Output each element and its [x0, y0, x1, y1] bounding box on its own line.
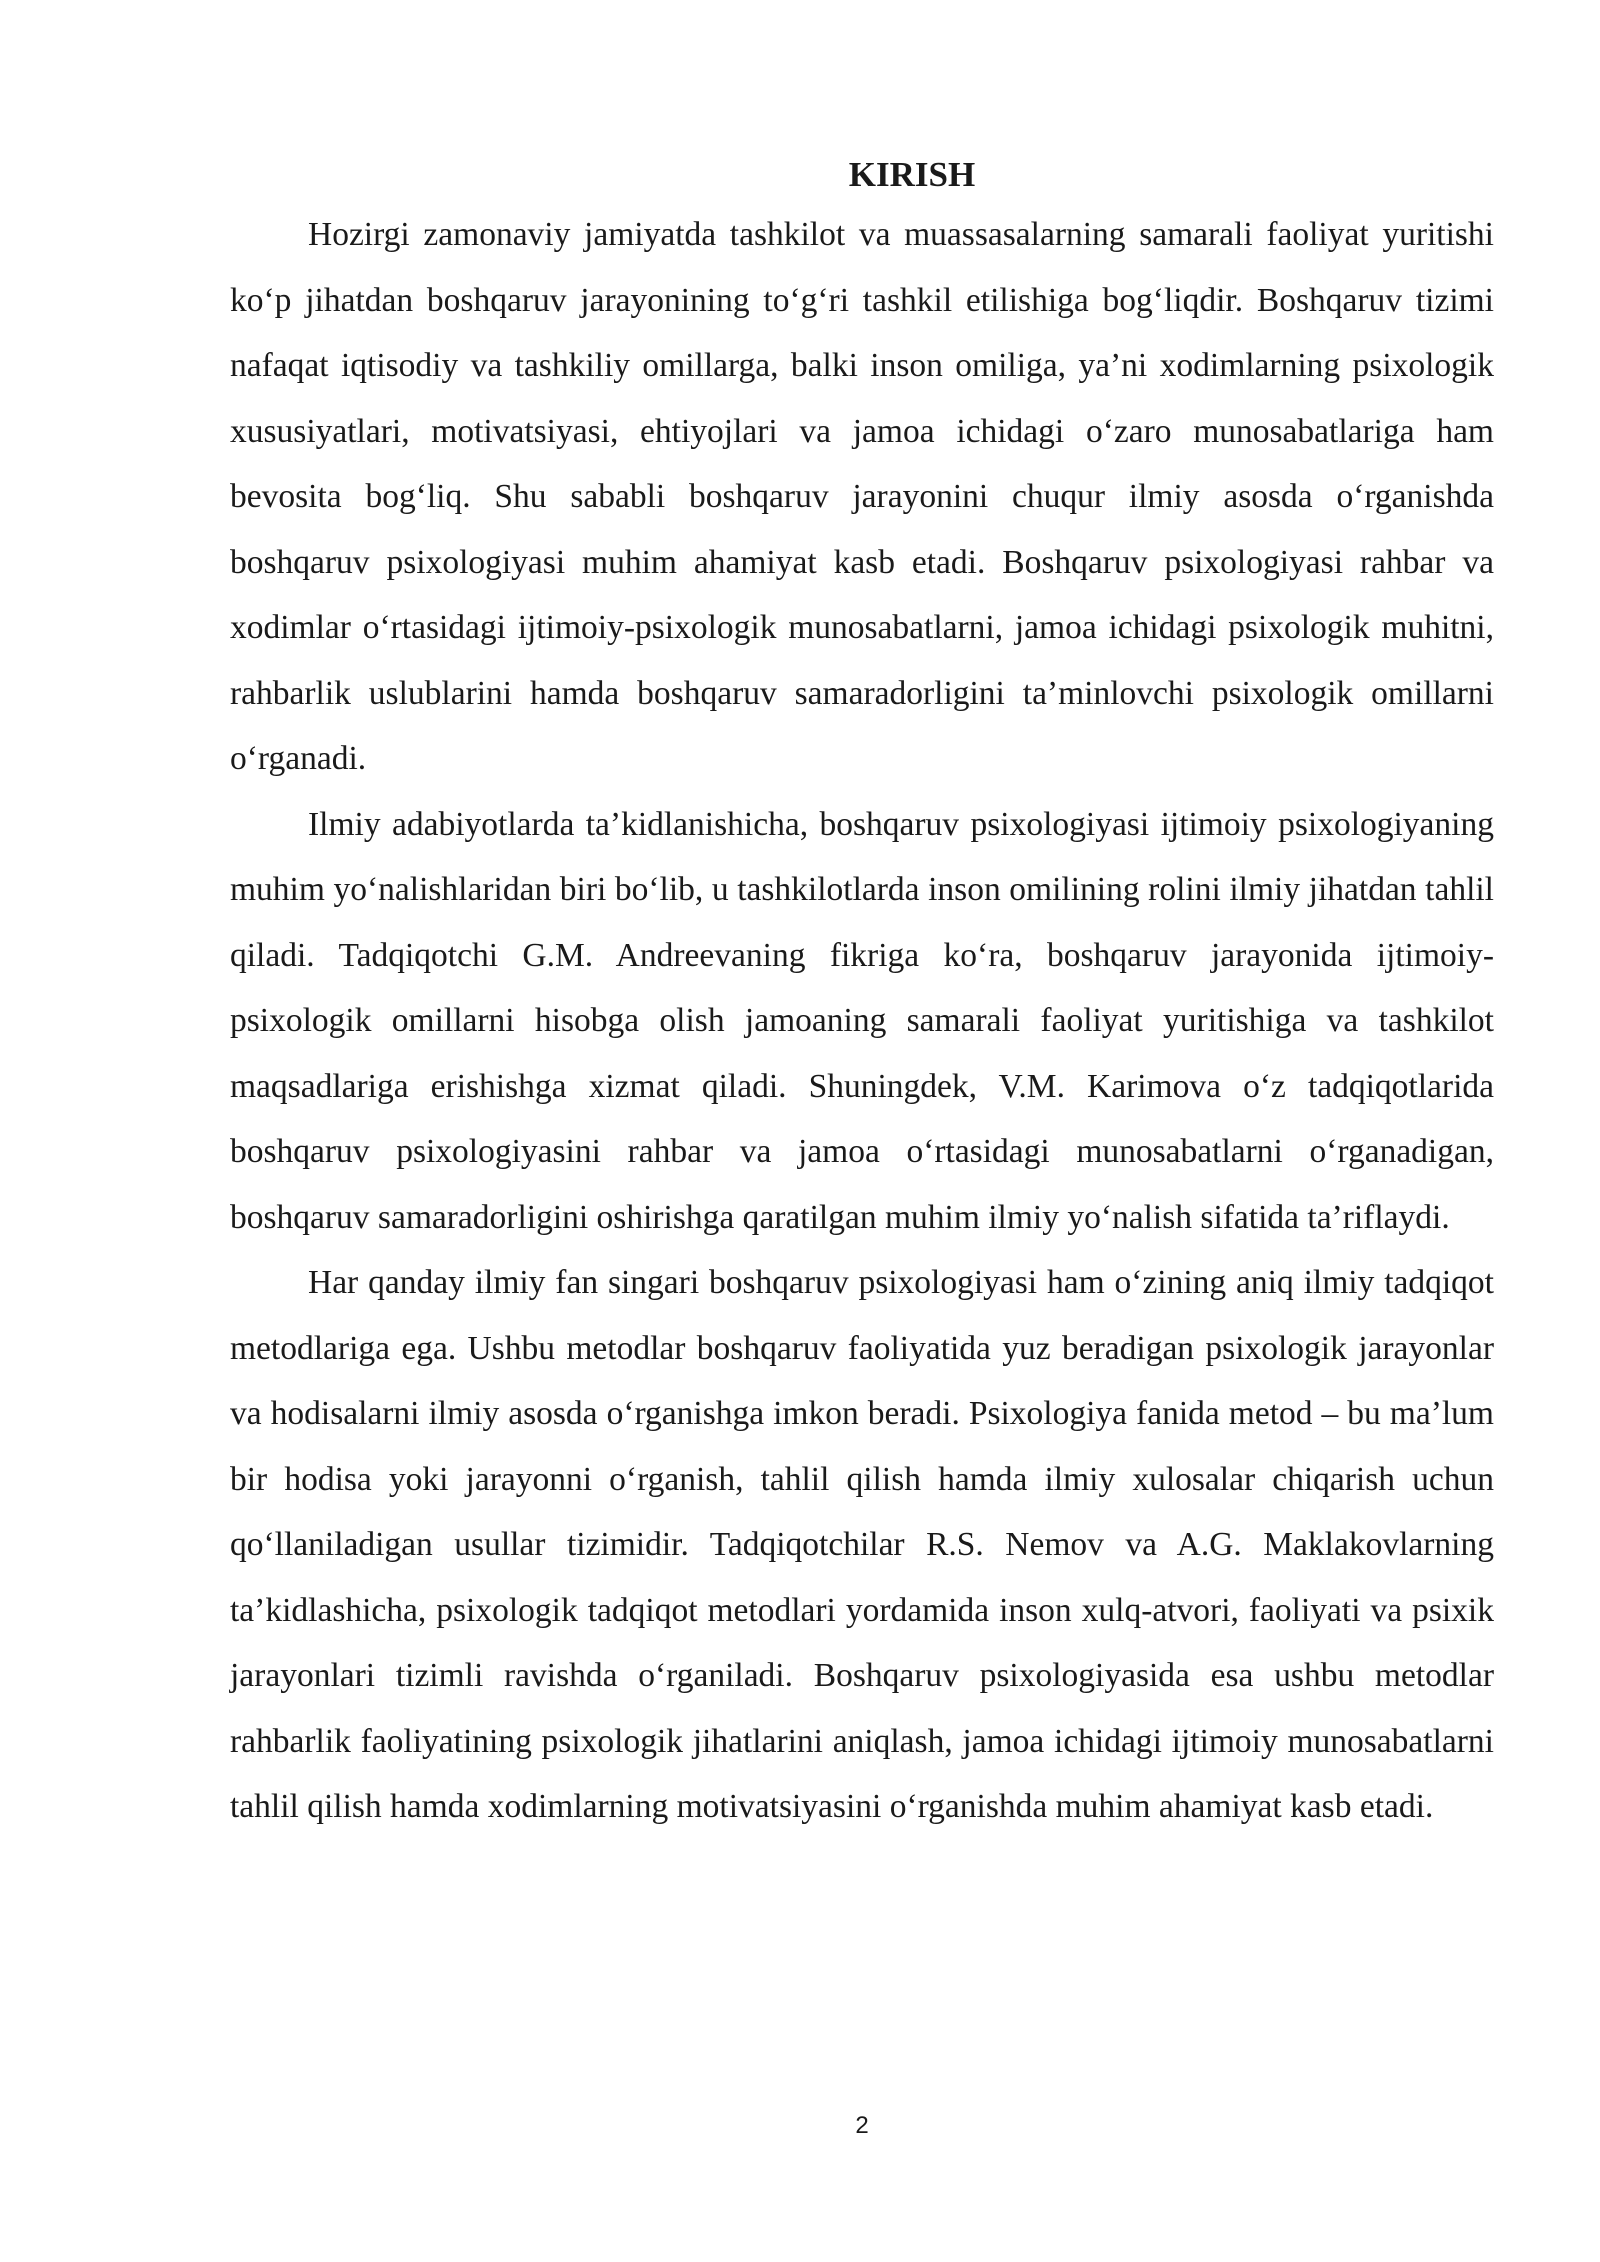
paragraph-3: Har qanday ilmiy fan singari boshqaruv psixologiyasi ham o‘zining aniq ilmiy tadqiqot metodlariga ega. Ushbu metodlar boshqaruv faoliyatida yuz beradigan psixologik jarayonlar va hodisalarni ilmiy asosda o‘rganishga imkon beradi. Psixologiya fanida metod – bu ma’lum bir hodisa yoki jarayonni o‘rganish, tahlil qilish hamda ilmiy xulosalar chiqarish uchun qo‘llaniladigan usullar tizimidir. Tadqiqotchilar R.S. Nemov va A.G. Maklakovlarning ta’kidlashicha, psixologik tadqiqot metodlari yordamida inson xulq-atvori, faoliyati va psixik jarayonlari tizimli ravishda o‘rganiladi. Boshqaruv psixologiyasida esa ushbu metodlar rahbarlik faoliyatining psixologik jihatlarini aniqlash, jamoa ichidagi ijtimoiy munosabatlarni tahlil qilish hamda xodimlarning motivatsiyasini o‘rganishda muhim ahamiyat kasb etadi. [230, 1264, 1494, 1825]
page-number: 2 [855, 2112, 869, 2139]
section-title: KIRISH [848, 155, 976, 194]
page-content [230, 148, 1494, 1840]
paragraph-1: Hozirgi zamonaviy jamiyatda tashkilot va muassasalarning samarali faoliyat yuritishi ko‘p jihatdan boshqaruv jarayonining to‘g‘ri tashkil etilishiga bog‘liqdir. Boshqaruv tizimi nafaqat iqtisodiy va tashkiliy omillarga, balki inson omiliga, ya’ni xodimlarning psixologik xususiyatlari, motivatsiyasi, ehtiyojlari va jamoa ichidagi o‘zaro munosabatlariga ham bevosita bog‘liq. Shu sababli boshqaruv jarayonini chuqur ilmiy asosda o‘rganishda boshqaruv psixologiyasi muhim ahamiyat kasb etadi. Boshqaruv psixologiyasi rahbar va xodimlar o‘rtasidagi ijtimoiy-psixologik munosabatlarni, jamoa ichidagi psixologik muhitni, rahbarlik uslublarini hamda boshqaruv samaradorligini ta’minlovchi psixologik omillarni o‘rganadi. [230, 216, 1494, 777]
paragraph-2: Ilmiy adabiyotlarda ta’kidlanishicha, boshqaruv psixologiyasi ijtimoiy psixologiyaning muhim yo‘nalishlaridan biri bo‘lib, u tashkilotlarda inson omilining rolini ilmiy jihatdan tahlil qiladi. Tadqiqotchi G.M. Andreevaning fikriga ko‘ra, boshqaruv jarayonida ijtimoiy-psixologik omillarni hisobga olish jamoaning samarali faoliyat yuritishiga va tashkilot maqsadlariga erishishga xizmat qiladi. Shuningdek, V.M. Karimova o‘z tadqiqotlarida boshqaruv psixologiyasini rahbar va jamoa o‘rtasidagi munosabatlarni o‘rganadigan, boshqaruv samaradorligini oshirishga qaratilgan muhim ilmiy yo‘nalish sifatida ta’riflaydi. [230, 805, 1494, 1236]
